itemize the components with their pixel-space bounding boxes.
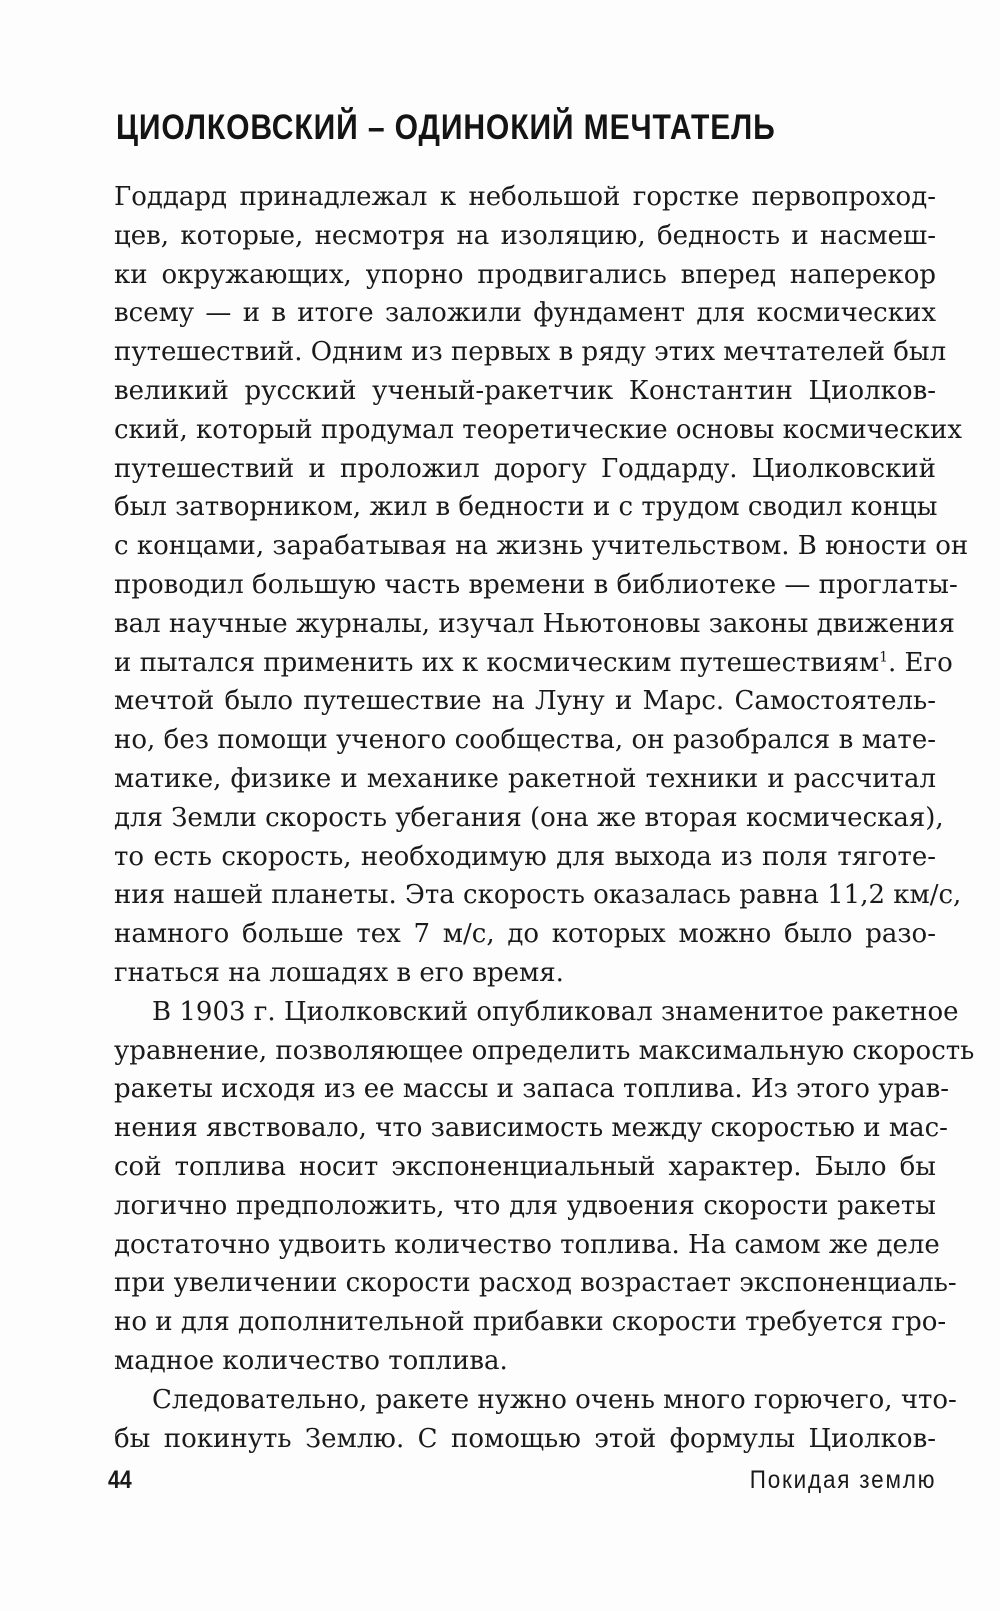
page-number: 44	[108, 1466, 132, 1494]
text-line: логично предположить, что для удвоения скорости ракеты	[114, 1190, 936, 1221]
text-line: намного больше тех 7 м/с, до которых можно было разо-	[114, 919, 936, 950]
text-line: но и для дополнительной прибавки скорости требуется гро-	[114, 1307, 947, 1338]
text-line: матике, физике и механике ракетной техники и рассчитал	[114, 763, 936, 794]
text-line: Годдард принадлежал к небольшой горстке первопроход-	[114, 182, 936, 212]
section-heading: ЦИОЛКОВСКИЙ – ОДИНОКИЙ МЕЧТАТЕЛЬ	[116, 108, 776, 147]
text-line: при увеличении скорости расход возрастает экспоненциаль-	[114, 1268, 957, 1299]
text-line: то есть скорость, необходимую для выхода из поля тяготе-	[114, 841, 936, 872]
text-line: Следовательно, ракете нужно очень много горючего, что-	[152, 1384, 957, 1415]
text-line: великий русский ученый-ракетчик Константин Циолков-	[114, 375, 936, 406]
running-title: Покидая землю	[749, 1466, 936, 1494]
text-line: ракеты исходя из ее массы и запаса топлива. Из этого урав-	[114, 1074, 950, 1105]
text-line: но, без помощи ученого сообщества, он разобрался в мате-	[114, 725, 936, 756]
body-text	[114, 178, 975, 1458]
paragraph	[114, 993, 975, 1381]
text-line: ки окружающих, упорно продвигались вперед наперекор	[114, 259, 936, 290]
text-line: вал научные журналы, изучал Ньютоновы законы движения	[114, 608, 955, 639]
text-line: бы покинуть Землю. С помощью этой формулы Циолков-	[114, 1423, 936, 1454]
text-line: достаточно удвоить количество топлива. На самом же деле	[114, 1229, 940, 1260]
text-line: для Земли скорость убегания (она же вторая космическая),	[114, 802, 944, 833]
text-line: сой топлива носит экспоненциальный характер. Было бы	[114, 1151, 936, 1182]
text-line: мадное количество топлива.	[114, 1345, 508, 1376]
text-line: проводил большую часть времени в библиотеке — проглаты-	[114, 569, 958, 600]
text-line: мечтой было путешествие на Луну и Марс. Самостоятель-	[114, 686, 936, 717]
text-line-part: . Его	[888, 647, 953, 678]
text-line: путешествий и проложил дорогу Годдарду. Циолковский	[114, 453, 936, 484]
text-line: всему — и в итоге заложили фундамент для космических	[114, 298, 936, 329]
text-line: был затворником, жил в бедности и с трудом сводил концы	[114, 492, 938, 523]
footnote-marker[interactable]: 1	[879, 648, 889, 665]
text-line: ский, который продумал теоретические основы космических	[114, 414, 963, 445]
text-line-with-footnote	[114, 644, 953, 683]
paragraph	[114, 1381, 957, 1459]
text-line: ния нашей планеты. Эта скорость оказалась равна 11,2 км/с,	[114, 880, 962, 911]
paragraph	[114, 178, 969, 993]
text-line: нения явствовало, что зависимость между скоростью и мас-	[114, 1113, 948, 1144]
text-line: гнаться на лошадях в его время.	[114, 957, 564, 988]
text-line-part: и пытался применить их к космическим путешествиям	[114, 647, 880, 678]
text-line: цев, которые, несмотря на изоляцию, бедность и насмеш-	[114, 220, 936, 251]
text-line: В 1903 г. Циолковский опубликовал знаменитое ракетное	[152, 996, 959, 1027]
text-line: с концами, зарабатывая на жизнь учительством. В юности он	[114, 531, 969, 562]
text-line: уравнение, позволяющее определить максимальную скорость	[114, 1035, 975, 1066]
text-line: путешествий. Одним из первых в ряду этих мечтателей был	[114, 337, 947, 368]
